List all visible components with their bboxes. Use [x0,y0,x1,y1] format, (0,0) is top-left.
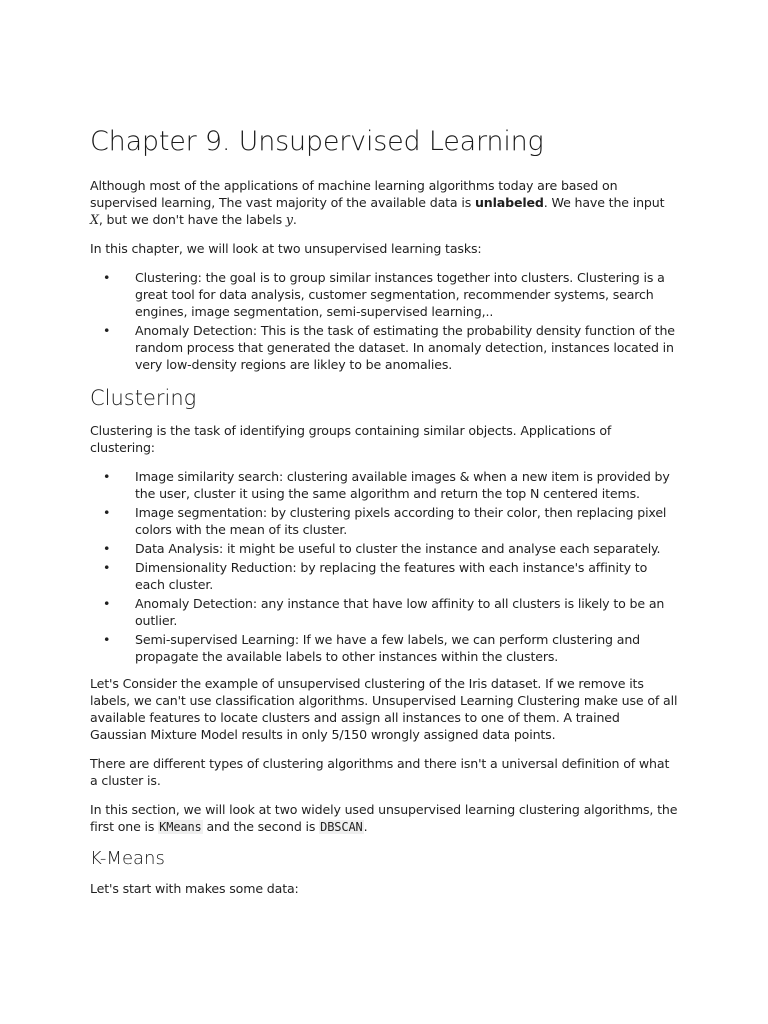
list-item: • Image similarity search: clustering available images & when a new item is provided by the user, cluster it using the same algorithm and return the top N centered items. [90,468,678,502]
clustering-heading: Clustering [90,386,197,410]
intro-paragraph-2: In this chapter, we will look at two unsupervised learning tasks: [90,241,482,256]
clustering-paragraph-3: There are different types of clustering algorithms and there isn't a universal definition of what a cluster is. [90,756,670,788]
intro-text-c: , but we don't have the labels [98,212,286,227]
kmeans-paragraph-1: Let's start with makes some data: [90,881,299,896]
math-x: X [90,212,99,227]
p4-text-b: and the second is [202,819,320,834]
clustering-paragraph-4 [90,801,678,836]
list-item: • Anomaly Detection: This is the task of estimating the probability density function of the random process that generated the dataset. In anomaly detection, instances located in very low-density regions are likley to be anomalies. [90,322,678,373]
intro-text-a: Although most of the applications of machine learning algorithms today are based on supervised learning, The vast majority of the available data is [90,178,618,210]
applications-list [90,468,678,665]
list-item: • Dimensionality Reduction: by replacing the features with each instance's affinity to each cluster. [90,559,678,593]
list-item: • Clustering: the goal is to group similar instances together into clusters. Clustering is a great tool for data analysis, customer segmentation, recommender systems, search engines, image segmentation, semi-supervised learning,.. [90,269,678,320]
intro-text-b: . We have the input [543,195,665,210]
p4-text-a: In this section, we will look at two widely used unsupervised learning clustering algorithms, the first one is [90,802,678,834]
list-item: • Semi-supervised Learning: If we have a few labels, we can perform clustering and propagate the available labels to other instances within the clusters. [90,631,678,665]
list-item: • Data Analysis: it might be useful to cluster the instance and analyse each separately. [90,540,678,557]
intro-text-d: . [292,212,297,227]
kmeans-code: KMeans [159,820,202,834]
math-y: y [285,212,293,227]
kmeans-heading: K-Means [90,848,165,869]
tasks-list [90,269,678,373]
unlabeled-bold: unlabeled [474,195,544,210]
chapter-title: Chapter 9. Unsupervised Learning [90,126,544,157]
dbscan-code: DBSCAN [320,820,363,834]
intro-paragraph-1 [90,177,678,228]
p4-text-c: . [363,819,368,834]
list-item: • Anomaly Detection: any instance that have low affinity to all clusters is likely to be an outlier. [90,595,678,629]
list-item: • Image segmentation: by clustering pixels according to their color, then replacing pixel colors with the mean of its cluster. [90,504,678,538]
clustering-paragraph-1: Clustering is the task of identifying groups containing similar objects. Applications of clustering: [90,423,612,455]
clustering-paragraph-2: Let's Consider the example of unsupervised clustering of the Iris dataset. If we remove its labels, we can't use classification algorithms. Unsupervised Learning Clustering make use of all available features to locate clusters and assign all instances to one of them. A trained Gaussian Mixture Model results in only 5/150 wrongly assigned data points. [90,676,678,742]
